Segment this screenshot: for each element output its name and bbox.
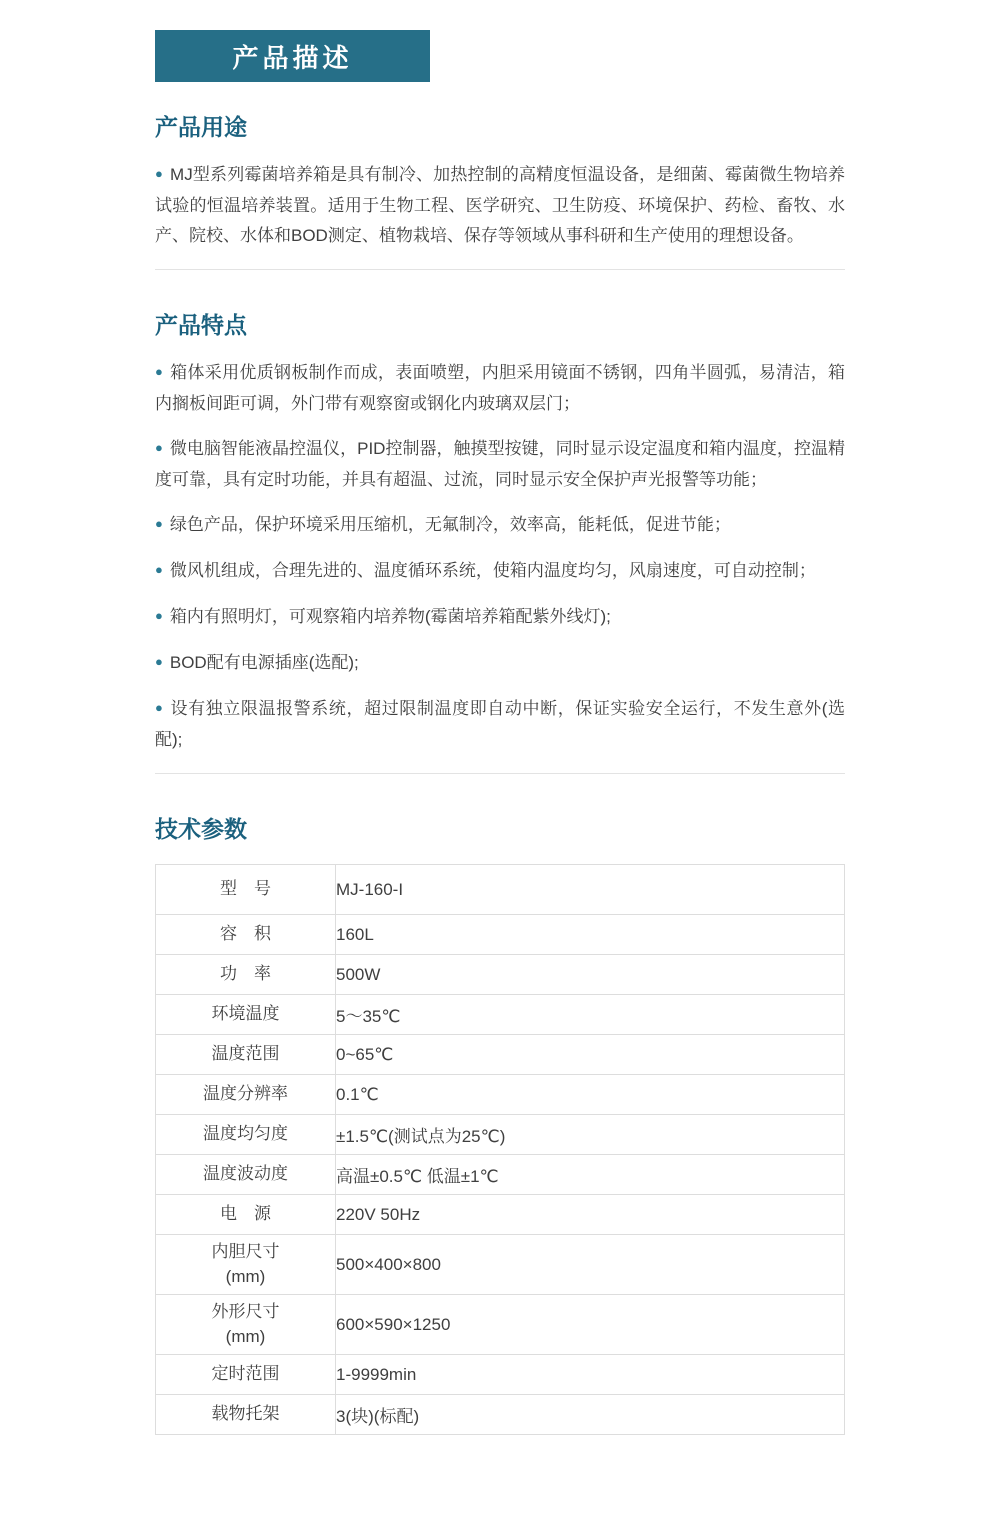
spec-value: 高温±0.5℃ 低温±1℃ (336, 1155, 845, 1195)
bullet-dot-icon: ● (155, 608, 163, 623)
bullet-dot-icon: ● (155, 364, 164, 379)
bullet-dot-icon: ● (155, 562, 163, 577)
spec-label: 温度分辨率 (156, 1075, 336, 1115)
spec-row-temp-resolution (156, 1075, 845, 1115)
spec-label: 容 积 (156, 915, 336, 955)
spec-row-power (156, 955, 845, 995)
specs-heading: 技术参数 (155, 816, 247, 842)
feature-text: 箱内有照明灯，可观察箱内培养物(霉菌培养箱配紫外线灯); (169, 607, 611, 626)
spec-label-unit: (mm) (225, 1266, 266, 1286)
page-content (155, 30, 845, 1435)
feature-item (155, 602, 845, 633)
spec-label: 型 号 (156, 865, 336, 915)
specs-table (155, 864, 845, 1435)
spec-value: 500W (336, 955, 845, 995)
spec-value: 3(块)(标配) (336, 1395, 845, 1435)
section-badge-product-description (155, 30, 430, 82)
spec-row-shelves (156, 1395, 845, 1435)
section-divider (155, 773, 845, 774)
spec-row-timer-range (156, 1355, 845, 1395)
feature-text: 绿色产品，保护环境采用压缩机，无氟制冷，效率高，能耗低，促进节能； (169, 515, 731, 534)
spec-label: 外形尺寸 (211, 1301, 280, 1321)
spec-value: 1-9999min (336, 1355, 845, 1395)
spec-label: 定时范围 (156, 1355, 336, 1395)
usage-paragraph (155, 160, 845, 251)
spec-value: 600×590×1250 (336, 1295, 845, 1355)
bullet-dot-icon: ● (155, 166, 164, 181)
bullet-dot-icon: ● (155, 516, 163, 531)
bullet-dot-icon: ● (155, 654, 163, 669)
usage-heading: 产品用途 (155, 114, 247, 140)
usage-text: MJ型系列霉菌培养箱是具有制冷、加热控制的高精度恒温设备，是细菌、霉菌微生物培养试验的恒温培养装置。适用于生物工程、医学研究、卫生防疫、环境保护、药检、畜牧、水产、院校、水体和BOD测定、植物栽培、保存等领域从事科研和生产使用的理想设备。 (155, 165, 845, 245)
spec-row-temp-fluctuation (156, 1155, 845, 1195)
badge-label: 产品描述 (232, 42, 353, 73)
spec-row-capacity (156, 915, 845, 955)
spec-row-outer-size (156, 1295, 845, 1355)
section-divider (155, 269, 845, 270)
feature-text: 微电脑智能液晶控温仪，PID控制器，触摸型按键，同时显示设定温度和箱内温度，控温精度可靠，具有定时功能，并具有超温、过流，同时显示安全保护声光报警等功能； (155, 439, 845, 489)
spec-label: 功 率 (156, 955, 336, 995)
feature-text: 设有独立限温报警系统，超过限制温度即自动中断，保证实验安全运行，不发生意外(选配); (155, 699, 845, 749)
spec-value: ±1.5℃(测试点为25℃) (336, 1115, 845, 1155)
spec-value: 220V 50Hz (336, 1195, 845, 1235)
spec-label: 内胆尺寸 (211, 1241, 280, 1261)
spec-value: MJ-160-I (336, 865, 845, 915)
spec-value: 500×400×800 (336, 1235, 845, 1295)
bullet-dot-icon: ● (155, 440, 163, 455)
feature-text: BOD配有电源插座(选配); (169, 653, 359, 672)
spec-label: 电 源 (156, 1195, 336, 1235)
spec-row-temp-uniformity (156, 1115, 845, 1155)
feature-item (155, 358, 845, 419)
feature-item (155, 556, 845, 587)
spec-label: 温度均匀度 (156, 1115, 336, 1155)
spec-label: 温度范围 (156, 1035, 336, 1075)
spec-value: 5～35℃ (336, 995, 845, 1035)
spec-row-model (156, 865, 845, 915)
spec-label: 载物托架 (156, 1395, 336, 1435)
spec-row-ambient-temp (156, 995, 845, 1035)
feature-item (155, 648, 845, 679)
feature-item (155, 510, 845, 541)
spec-value: 0.1℃ (336, 1075, 845, 1115)
spec-row-power-supply (156, 1195, 845, 1235)
spec-label-unit: (mm) (225, 1326, 266, 1346)
spec-row-inner-size (156, 1235, 845, 1295)
spec-value: 0~65℃ (336, 1035, 845, 1075)
feature-item (155, 694, 845, 755)
bullet-dot-icon: ● (155, 700, 164, 715)
feature-text: 微风机组成，合理先进的、温度循环系统，使箱内温度均匀，风扇速度，可自动控制； (169, 561, 816, 580)
spec-row-temp-range (156, 1035, 845, 1075)
spec-value: 160L (336, 915, 845, 955)
spec-label: 温度波动度 (156, 1155, 336, 1195)
feature-item (155, 434, 845, 495)
features-heading: 产品特点 (155, 312, 247, 338)
feature-text: 箱体采用优质钢板制作而成，表面喷塑，内胆采用镜面不锈钢，四角半圆弧，易清洁，箱内搁板间距可调，外门带有观察窗或钢化内玻璃双层门； (155, 363, 845, 413)
spec-label: 环境温度 (156, 995, 336, 1035)
